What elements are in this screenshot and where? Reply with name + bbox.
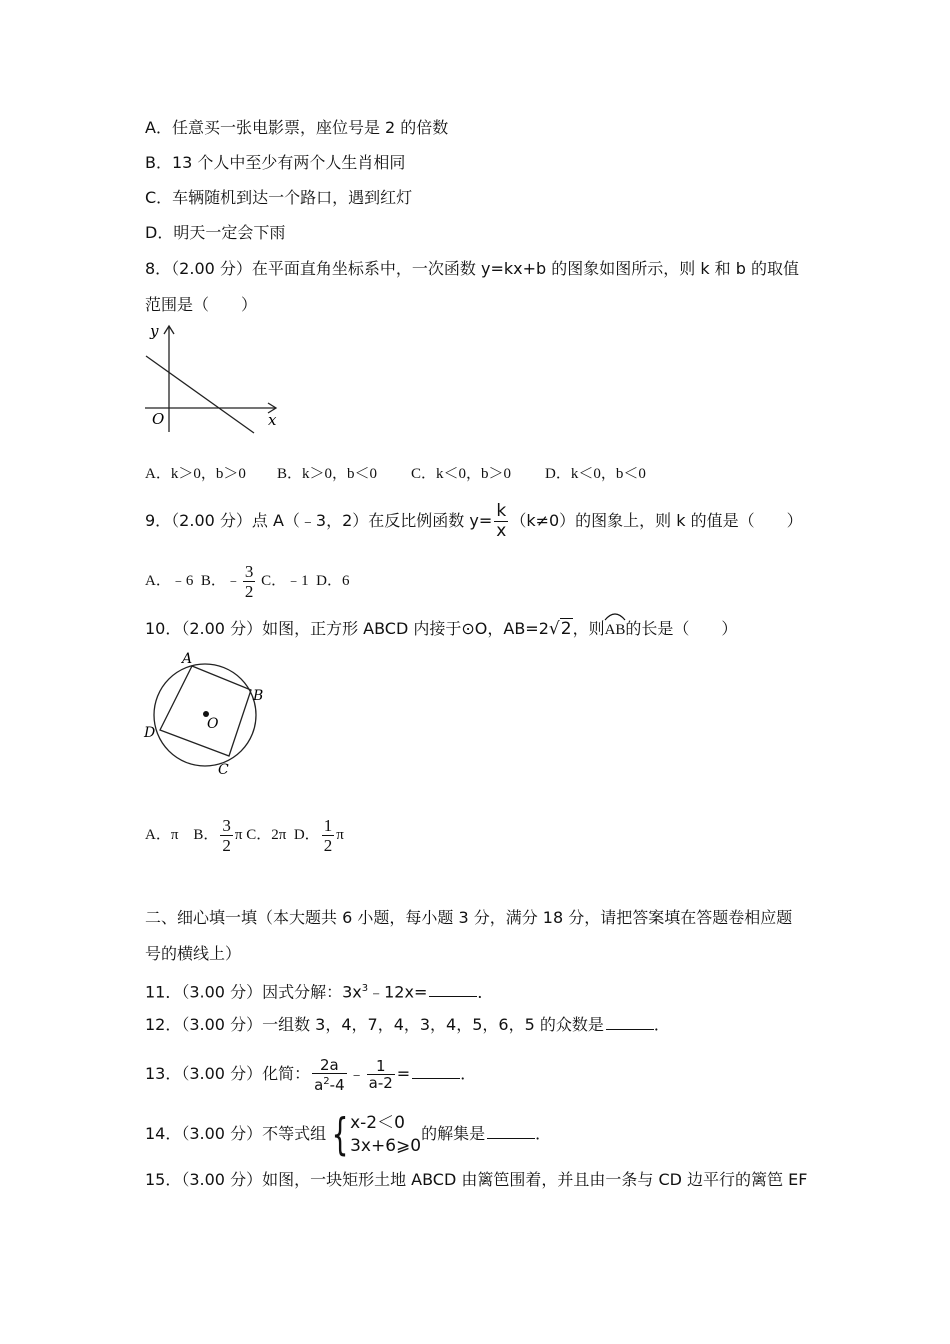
q10-option-b-den: 2 (222, 836, 231, 856)
q10-circle-figure (140, 650, 270, 780)
q7-option-a: A．任意买一张电影票，座位号是 2 的倍数 (145, 118, 449, 137)
inequality-row-1: x-2＜0 (350, 1112, 405, 1133)
q10-stem (145, 618, 737, 641)
q9-option-b-fraction (243, 562, 256, 601)
q7-option-b: B．13 个人中至少有两个人生肖相同 (145, 153, 406, 172)
q11-exponent: 3 (361, 983, 369, 994)
q8-linear-graph (140, 320, 290, 435)
q10-option-b-num: 3 (222, 816, 231, 836)
sqrt-symbol: √2 (548, 619, 572, 639)
q14-prefix: 14．（3.00 分）不等式组 (145, 1124, 327, 1143)
q9-suffix: （k≠0）的图象上，则 k 的值是（ ） (510, 511, 803, 530)
q10-option-d-pi: π (336, 827, 344, 843)
q9-stem (145, 500, 803, 542)
q11-answer-blank[interactable] (429, 980, 477, 997)
q9-option-d: D．6 (316, 573, 350, 589)
q13-answer-blank[interactable] (412, 1062, 460, 1079)
q13-fraction-1 (312, 1057, 347, 1093)
q9-options (145, 558, 349, 604)
q11-suffix: ﹣12x= (368, 982, 428, 1002)
q10-options (145, 812, 344, 858)
q12-answer-blank[interactable] (606, 1013, 654, 1030)
q13-prefix: 13．（3.00 分）化简： (145, 1064, 311, 1083)
label-d: D (144, 725, 156, 741)
inequality-rows (350, 1112, 421, 1158)
q9-frac-den: x (496, 521, 507, 541)
q12-stem (145, 1013, 670, 1036)
q9-option-b-den: 2 (244, 582, 254, 602)
x-axis-label: x (268, 411, 277, 429)
q9-frac-num: k (496, 501, 507, 521)
sqrt-value: 2 (560, 619, 572, 639)
q14-end: ． (535, 1124, 552, 1143)
q9-option-c: C．﹣1 (261, 573, 309, 589)
q8-option-c: C．k＜0，b＞0 (411, 466, 512, 482)
q13-f1-den-rest: -4 (329, 1075, 345, 1094)
q13-f1-den (312, 1073, 347, 1093)
label-c: C (218, 762, 229, 778)
q7-option-d: D．明天一定会下雨 (145, 223, 286, 242)
q12-text: 12．（3.00 分）一组数 3，4，7，4，3，4，5，6，5 的众数是 (145, 1015, 604, 1034)
q9-fraction (494, 502, 508, 541)
q13-f1-den-sup: 2 (323, 1075, 330, 1087)
q8-stem-line1: 8．（2.00 分）在平面直角坐标系中，一次函数 y=kx+b 的图象如图所示，则 k 和 b 的取值 (145, 259, 800, 278)
q10-mid: ，则 (572, 619, 605, 638)
q8-option-a: A．k＞0，b＞0 (145, 466, 246, 482)
q10-prefix: 10．（2.00 分）如图，正方形 ABCD 内接于⊙O，AB=2 (145, 619, 549, 638)
q10-option-d-den: 2 (323, 836, 333, 856)
arc-mark-icon (604, 611, 626, 621)
q8-option-b: B．k＞0，b＜0 (277, 466, 378, 482)
square-abcd (160, 666, 251, 756)
q15-stem: 15．（3.00 分）如图，一块矩形土地 ABCD 由篱笆围着，并且由一条与 CD 边平行的篱笆 EF (145, 1170, 808, 1189)
q9-option-a: A．﹣6 (145, 573, 194, 589)
q11-prefix: 11．（3.00 分）因式分解：3x (145, 982, 362, 1002)
brace-icon: { (331, 1108, 349, 1160)
inequality-row-2: 3x+6⩾0 (350, 1135, 422, 1156)
q14-answer-blank[interactable] (487, 1122, 535, 1139)
q10-suffix: 的长是（ ） (625, 619, 738, 638)
label-o: O (207, 716, 219, 732)
q13-f2-den: a-2 (368, 1074, 393, 1092)
q11-stem (145, 978, 493, 1003)
arc-ab (605, 619, 626, 641)
q10-option-b-prefix: B． (193, 827, 219, 843)
q10-option-d-fraction (322, 816, 335, 855)
q10-option-c: C．2π (246, 827, 287, 843)
q13-f2-num: 1 (375, 1057, 386, 1075)
q13-f1-den-base: a (314, 1075, 324, 1094)
label-b: B (253, 688, 264, 704)
q13-f1-num: 2a (319, 1055, 339, 1074)
q13-end: ． (460, 1064, 477, 1083)
q13-equals: = (396, 1064, 411, 1083)
q14-stem (145, 1110, 551, 1158)
q11-end: ． (477, 982, 494, 1002)
origin-label: O (152, 410, 165, 428)
q10-option-d-num: 1 (323, 816, 333, 836)
label-a: A (182, 651, 193, 667)
y-axis-label: y (150, 322, 159, 340)
q7-option-c: C．车辆随机到达一个路口，遇到红灯 (145, 188, 413, 207)
q8-option-d: D．k＜0，b＜0 (545, 466, 646, 482)
q13-stem (145, 1052, 476, 1096)
q14-suffix: 的解集是 (421, 1124, 486, 1143)
q12-end: ． (653, 1015, 670, 1034)
q9-prefix: 9．（2.00 分）点 A（﹣3，2）在反比例函数 y= (145, 511, 493, 530)
q10-option-d-prefix: D． (293, 827, 320, 843)
q9-option-b-num: 3 (244, 562, 254, 582)
q13-minus: ﹣ (348, 1064, 365, 1083)
q8-stem-line2: 范围是（ ） (145, 295, 258, 314)
section2-heading-line1: 二、细心填一填（本大题共 6 小题，每小题 3 分，满分 18 分，请把答案填在答题卷相应题 (145, 908, 793, 927)
q9-option-b-prefix: B．﹣ (200, 573, 241, 589)
q13-fraction-2 (367, 1058, 395, 1091)
q10-option-b-fraction (220, 816, 233, 855)
arc-label: AB (604, 622, 626, 638)
inequality-system (326, 1108, 422, 1160)
section2-heading-line2: 号的横线上） (145, 944, 242, 963)
q10-option-b-pi: π (234, 827, 243, 843)
q10-option-a: A．π (145, 827, 179, 843)
